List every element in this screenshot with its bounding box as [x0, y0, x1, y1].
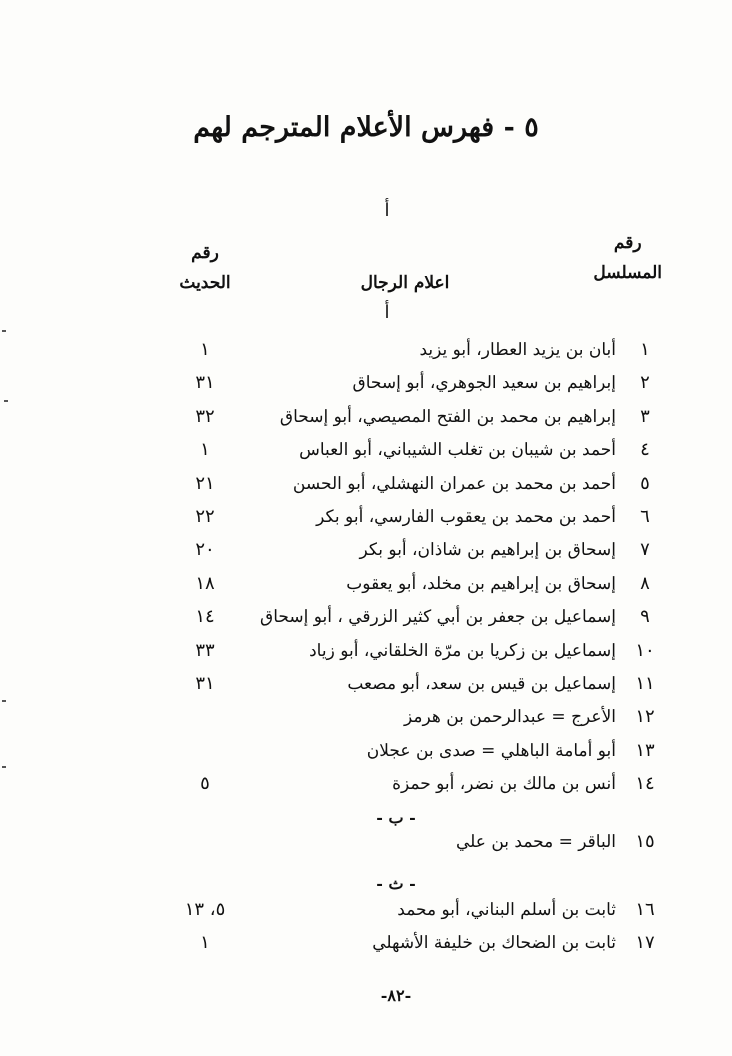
serial-number: ١٤ — [635, 773, 655, 795]
table-row — [0, 334, 732, 366]
serial-number: ٧ — [640, 539, 650, 561]
header-names: اعلام الرجال — [360, 273, 450, 293]
table-row — [0, 501, 732, 533]
section-letter-ba: - ب - — [376, 808, 416, 827]
person-name: إسماعيل بن زكريا بن مرّة الخلقاني، أبو زياد — [309, 640, 616, 661]
person-name: الباقر = محمد بن علي — [455, 832, 616, 852]
table-row — [0, 894, 732, 926]
scan-mark — [4, 400, 8, 402]
table-row — [0, 826, 732, 858]
hadith-number: ٢١ — [195, 472, 215, 494]
person-name: ثابت بن الضحاك بن خليفة الأشهلي — [372, 933, 616, 953]
serial-number: ٤ — [640, 439, 650, 461]
person-name: إبراهيم بن سعيد الجوهري، أبو إسحاق — [352, 373, 616, 394]
hadith-number: ١ — [200, 339, 210, 360]
person-name: ثابت بن أسلم البناني، أبو محمد — [397, 900, 616, 920]
serial-number: ١٢ — [635, 706, 655, 728]
person-name: أبان بن يزيد العطار، أبو يزيد — [419, 340, 616, 360]
serial-number: ٥ — [640, 472, 650, 494]
table-row — [0, 367, 732, 399]
hadith-number: ٣٣ — [195, 639, 215, 661]
person-name: أحمد بن محمد بن عمران النهشلي، أبو الحسن — [292, 473, 616, 494]
scan-mark — [2, 766, 6, 768]
serial-number: ١٣ — [635, 739, 655, 761]
serial-number: ١١ — [635, 673, 655, 694]
hadith-number: ٣٢ — [195, 405, 215, 427]
table-row — [0, 568, 732, 600]
hadith-number: ٣١ — [195, 673, 215, 694]
serial-number: ١ — [640, 339, 650, 360]
person-name: الأعرج = عبدالرحمن بن هرمز — [403, 707, 616, 728]
serial-number: ١٦ — [635, 899, 655, 920]
table-row — [0, 927, 732, 959]
hadith-number: ٥ — [200, 773, 210, 795]
table-row — [0, 434, 732, 466]
person-name: أحمد بن شيبان بن تغلب الشيباني، أبو العباس — [299, 440, 616, 461]
scan-mark — [2, 330, 6, 332]
hadith-number: ١٤ — [195, 606, 215, 628]
serial-number: ٢ — [640, 372, 650, 394]
table-row — [0, 668, 732, 700]
person-name: إسحاق بن إبراهيم بن شاذان، أبو بكر — [359, 540, 616, 561]
person-name: أبو أمامة الباهلي = صدى بن عجلان — [366, 740, 616, 761]
person-name: أحمد بن محمد بن يعقوب الفارسي، أبو بكر — [316, 507, 616, 527]
page-title: ٥ - فهرس الأعلام المترجم لهم — [193, 112, 539, 143]
table-row — [0, 468, 732, 500]
table-row — [0, 601, 732, 633]
serial-number: ٨ — [640, 572, 650, 594]
table-row — [0, 735, 732, 767]
hadith-number: ٢٠ — [195, 539, 215, 561]
section-letter-tha: - ث - — [376, 874, 416, 893]
table-row — [0, 701, 732, 733]
table-row — [0, 635, 732, 667]
hadith-number: ١٨ — [195, 572, 215, 594]
person-name: إسماعيل بن جعفر بن أبي كثير الزرقي ، أبو إسحاق — [260, 607, 616, 628]
hadith-number: ١ — [200, 439, 210, 461]
hadith-number: ١ — [200, 932, 210, 953]
header-serial-number: رقم المسلسل — [593, 233, 662, 283]
serial-number: ٣ — [640, 405, 650, 427]
header-hadith-number: رقم الحديث — [179, 243, 231, 293]
section-letter-alif: أ — [384, 302, 390, 323]
serial-number: ١٥ — [635, 831, 655, 852]
serial-number: ٦ — [640, 506, 650, 527]
table-row — [0, 401, 732, 433]
page-number: -٨٢- — [380, 986, 412, 1005]
serial-number: ١٧ — [635, 932, 655, 953]
table-row — [0, 768, 732, 800]
serial-number: ٩ — [640, 606, 650, 628]
table-row — [0, 534, 732, 566]
scan-mark — [2, 700, 6, 702]
person-name: إبراهيم بن محمد بن الفتح المصيصي، أبو إسحاق — [279, 406, 616, 427]
person-name: إسحاق بن إبراهيم بن مخلد، أبو يعقوب — [346, 573, 616, 594]
hadith-number: ٥، ١٣ — [184, 899, 226, 920]
section-letter-top: أ — [384, 200, 390, 221]
hadith-number: ٢٢ — [195, 506, 215, 527]
person-name: إسماعيل بن قيس بن سعد، أبو مصعب — [347, 674, 616, 694]
serial-number: ١٠ — [635, 639, 655, 661]
hadith-number: ٣١ — [195, 372, 215, 394]
person-name: أنس بن مالك بن نضر، أبو حمزة — [392, 774, 616, 795]
